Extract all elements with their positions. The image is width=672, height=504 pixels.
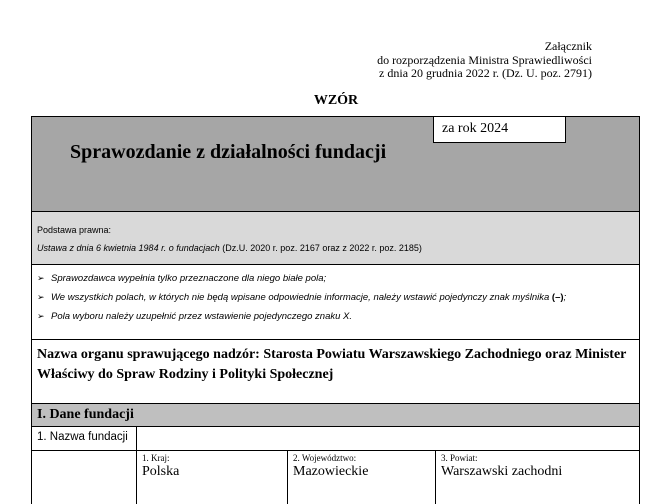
address-label-cell <box>32 451 137 504</box>
legal-basis-text <box>37 243 422 253</box>
address-row <box>32 451 639 504</box>
legal-basis-label: Podstawa prawna: <box>37 225 112 235</box>
form-header <box>32 117 639 212</box>
section-title: I. Dane fundacji <box>32 404 639 427</box>
county-label: 3. Powiat: <box>441 453 478 463</box>
legal-basis-refs: (Dz.U. 2020 r. poz. 2167 oraz z 2022 r. poz. 2185) <box>219 243 422 253</box>
annex-line-1: Załącznik <box>544 39 592 53</box>
county-field[interactable] <box>436 451 639 504</box>
report-year-field[interactable]: za rok 2024 <box>433 117 566 143</box>
county-value: Warszawski zachodni <box>441 464 563 479</box>
form-title: Sprawozdanie z działalności fundacji <box>70 141 387 163</box>
template-label: WZÓR <box>313 93 359 108</box>
arrow-bullet-icon: ➢ <box>37 273 45 283</box>
instruction-text: We wszystkich polach, w których nie będą wpisane odpowiednie informacje, należy wstawić pojedynczy znak myślnika <box>51 292 552 303</box>
legal-basis <box>32 212 639 265</box>
report-form <box>31 116 640 504</box>
instruction-text-end: ; <box>563 292 567 303</box>
annex-line-3: z dnia 20 grudnia 2022 r. (Dz. U. poz. 2791) <box>379 66 592 80</box>
voivodeship-value: Mazowieckie <box>293 464 369 479</box>
country-field[interactable] <box>137 451 288 504</box>
instructions <box>32 265 639 340</box>
arrow-bullet-icon: ➢ <box>37 311 45 321</box>
instruction-item <box>37 273 326 287</box>
foundation-name-label: 1. Nazwa fundacji <box>32 427 137 450</box>
country-label: 1. Kraj: <box>142 453 170 463</box>
instruction-item <box>37 292 566 306</box>
legal-basis-act: Ustawa z dnia 6 kwietnia 1984 r. o fundacjach <box>37 243 220 253</box>
arrow-bullet-icon: ➢ <box>37 292 45 302</box>
dash-symbol: (–) <box>551 292 564 303</box>
voivodeship-label: 2. Województwo: <box>293 453 357 463</box>
instruction-text: Sprawozdawca wypełnia tylko przeznaczone dla niego białe pola; <box>51 273 327 284</box>
voivodeship-field[interactable] <box>288 451 436 504</box>
country-value: Polska <box>142 464 180 479</box>
instruction-text: Pola wyboru należy uzupełnić przez wstawienie pojedynczego znaku X. <box>51 311 353 322</box>
foundation-name-row <box>32 427 639 451</box>
instruction-item <box>37 311 352 325</box>
annex-line-2: do rozporządzenia Ministra Sprawiedliwości <box>377 52 592 67</box>
supervisory-authority: Nazwa organu sprawującego nadzór: Starosta Powiatu Warszawskiego Zachodniego oraz Minister Właściwy do Spraw Rodziny i Polityki Społecznej <box>32 340 639 404</box>
annex-note <box>377 40 592 81</box>
